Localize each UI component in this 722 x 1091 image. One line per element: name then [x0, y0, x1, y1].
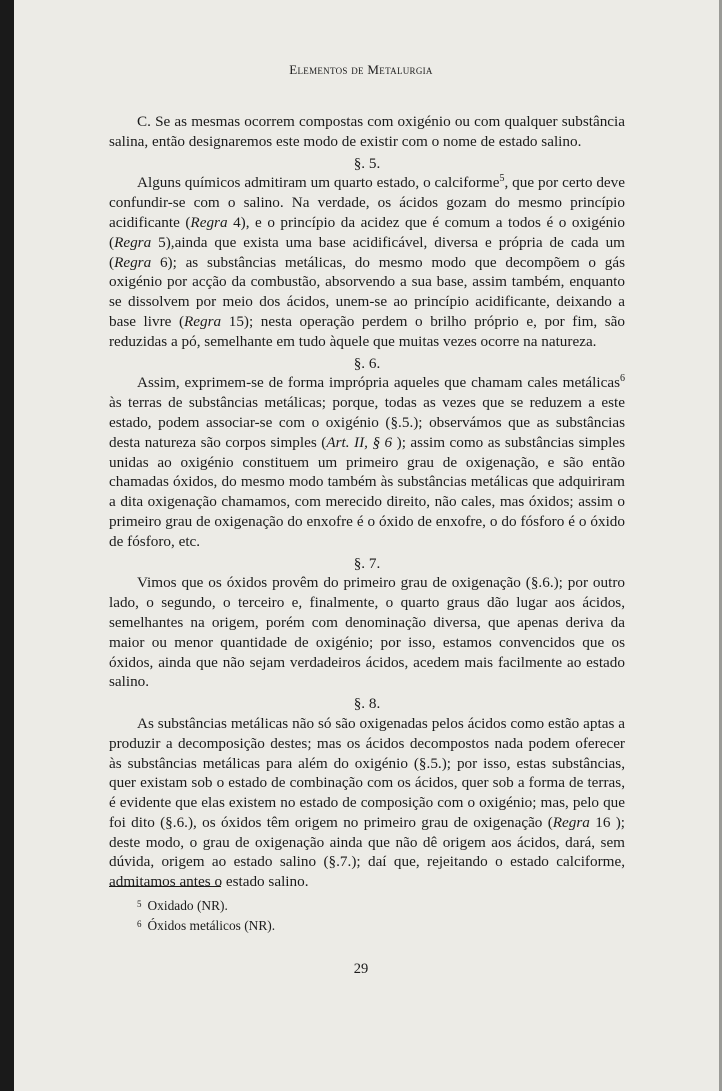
- regra-italic: Regra: [184, 312, 222, 330]
- paragraph-6-text-a: Assim, exprimem-se de forma imprópria aqueles que chamam cales metálicas: [137, 374, 620, 392]
- paragraph-5-text-c: 4), e o princípio da acidez que é comum a todos é o oxigénio (: [109, 213, 625, 251]
- paragraph-5-text-a: Alguns químicos admitiram um quarto estado, o calciforme: [137, 174, 500, 192]
- regra-italic: Regra: [114, 233, 152, 251]
- paragraph-c: C. Se as mesmas ocorrem compostas com oxigénio ou com qualquer substância salina, então designaremos este modo de existir com o nome de estado salino.: [109, 113, 625, 150]
- footnote-ref-6: 6: [620, 373, 625, 385]
- regra-italic: Regra: [552, 813, 590, 831]
- scan-edge-left: [0, 0, 14, 1091]
- body-text: [109, 112, 625, 892]
- section-heading-7: §. 7.: [353, 554, 381, 572]
- footnote-rule: [109, 886, 221, 887]
- paragraph-5-text-f: 15); nesta operação perdem o brilho próprio e, por fim, são reduzidas a pó, semelhante em tudo àquele que muitas vezes ocorre na natureza.: [109, 312, 625, 350]
- footnote-number: 6: [137, 919, 142, 929]
- paragraph-6-text-c: ); assim como as substâncias simples unidas ao oxigénio constituem um primeiro grau de oxigenação, e são então chamadas óxidos, do mesmo modo também às substâncias metálicas que adquiriram a dita oxigenação chamamos, com merecido direito, não cales, mas óxidos; assim o primeiro grau de oxigenação do enxofre é o óxido de enxofre, o do fósforo é o óxido de fósforo, etc.: [109, 433, 625, 550]
- paragraph-5-text-b: , que por certo deve confundir-se com o salino. Na verdade, os ácidos gozam do mesmo princípio acidificante (: [109, 174, 625, 231]
- regra-italic: Regra: [190, 213, 228, 231]
- paragraph-8-text-a: As substâncias metálicas não só são oxigenadas pelos ácidos como estão aptas a produzir a decomposição destes; mas os ácidos decompostos nada podem oferecer às substâncias metálicas para além do oxigénio (§.5.); por isso, estas substâncias, quer existam sob o estado de combinação com os ácidos, quer sob a forma de terras, é evidente que elas existem no estado de composição com o oxigénio; mas, pelo que foi dito (§.6.), os óxidos têm origem no primeiro grau de oxigenação (: [109, 714, 625, 831]
- paragraph-5: [109, 173, 625, 351]
- article-ref-italic: Art. II, § 6: [326, 433, 393, 451]
- paragraph-6-text-b: às terras de substâncias metálicas; porque, todas as vezes que se reduzem a este estado, podem associar-se com o oxigénio (§.5.); observámos que as substâncias desta natureza são corpos simples (: [109, 394, 625, 451]
- paragraph-8-text-b: 16 ); deste modo, o grau de oxigenação ainda que não dê origem aos ácidos, dará, sem dúvida, origem ao estado salino (§.7.); daí que, rejeitando o estado calciforme, admitamos antes o estado salino.: [109, 813, 625, 891]
- section-heading-5: §. 5.: [353, 154, 381, 172]
- footnote-text: Óxidos metálicos (NR).: [147, 918, 276, 933]
- regra-italic: Regra: [114, 253, 152, 271]
- paragraph-6: [109, 373, 625, 551]
- footnote-ref-5: 5: [499, 173, 505, 185]
- section-heading-8: §. 8.: [353, 695, 381, 713]
- footnote-text: Oxidado (NR).: [147, 898, 228, 913]
- paragraph-8: [109, 714, 625, 892]
- footnote-6: [137, 915, 275, 935]
- running-header: Elementos de Metalurgia: [289, 62, 433, 77]
- paragraph-5-text-d: 5),ainda que exista uma base acidificável, diversa e própria de cada um (: [109, 233, 625, 271]
- paragraph-5-text-e: 6); as substâncias metálicas, do mesmo modo que decompõem o gás oxigénio por acção da combustão, absorvendo a sua base, assim também, enquanto se dissolvem por meio dos ácidos, unem-se ao princípio acidificante, deixando a base livre (: [109, 253, 625, 330]
- paragraph-7: Vimos que os óxidos provêm do primeiro grau de oxigenação (§.6.); por outro lado, o segundo, o terceiro e, finalmente, o quarto graus dão lugar aos ácidos, semelhantes na origem, porém com denominação diversa, que apenas deriva da maior ou menor quantidade de oxigénio; por isso, estamos convencidos que os óxidos, ainda que não sejam verdadeiros ácidos, acedem mais facilmente ao estado salino.: [109, 574, 625, 691]
- section-heading-6: §. 6.: [353, 354, 381, 372]
- footnote-5: [137, 895, 275, 915]
- page-number: 29: [353, 961, 369, 977]
- footnotes: [137, 895, 275, 935]
- footnote-number: 5: [137, 899, 142, 909]
